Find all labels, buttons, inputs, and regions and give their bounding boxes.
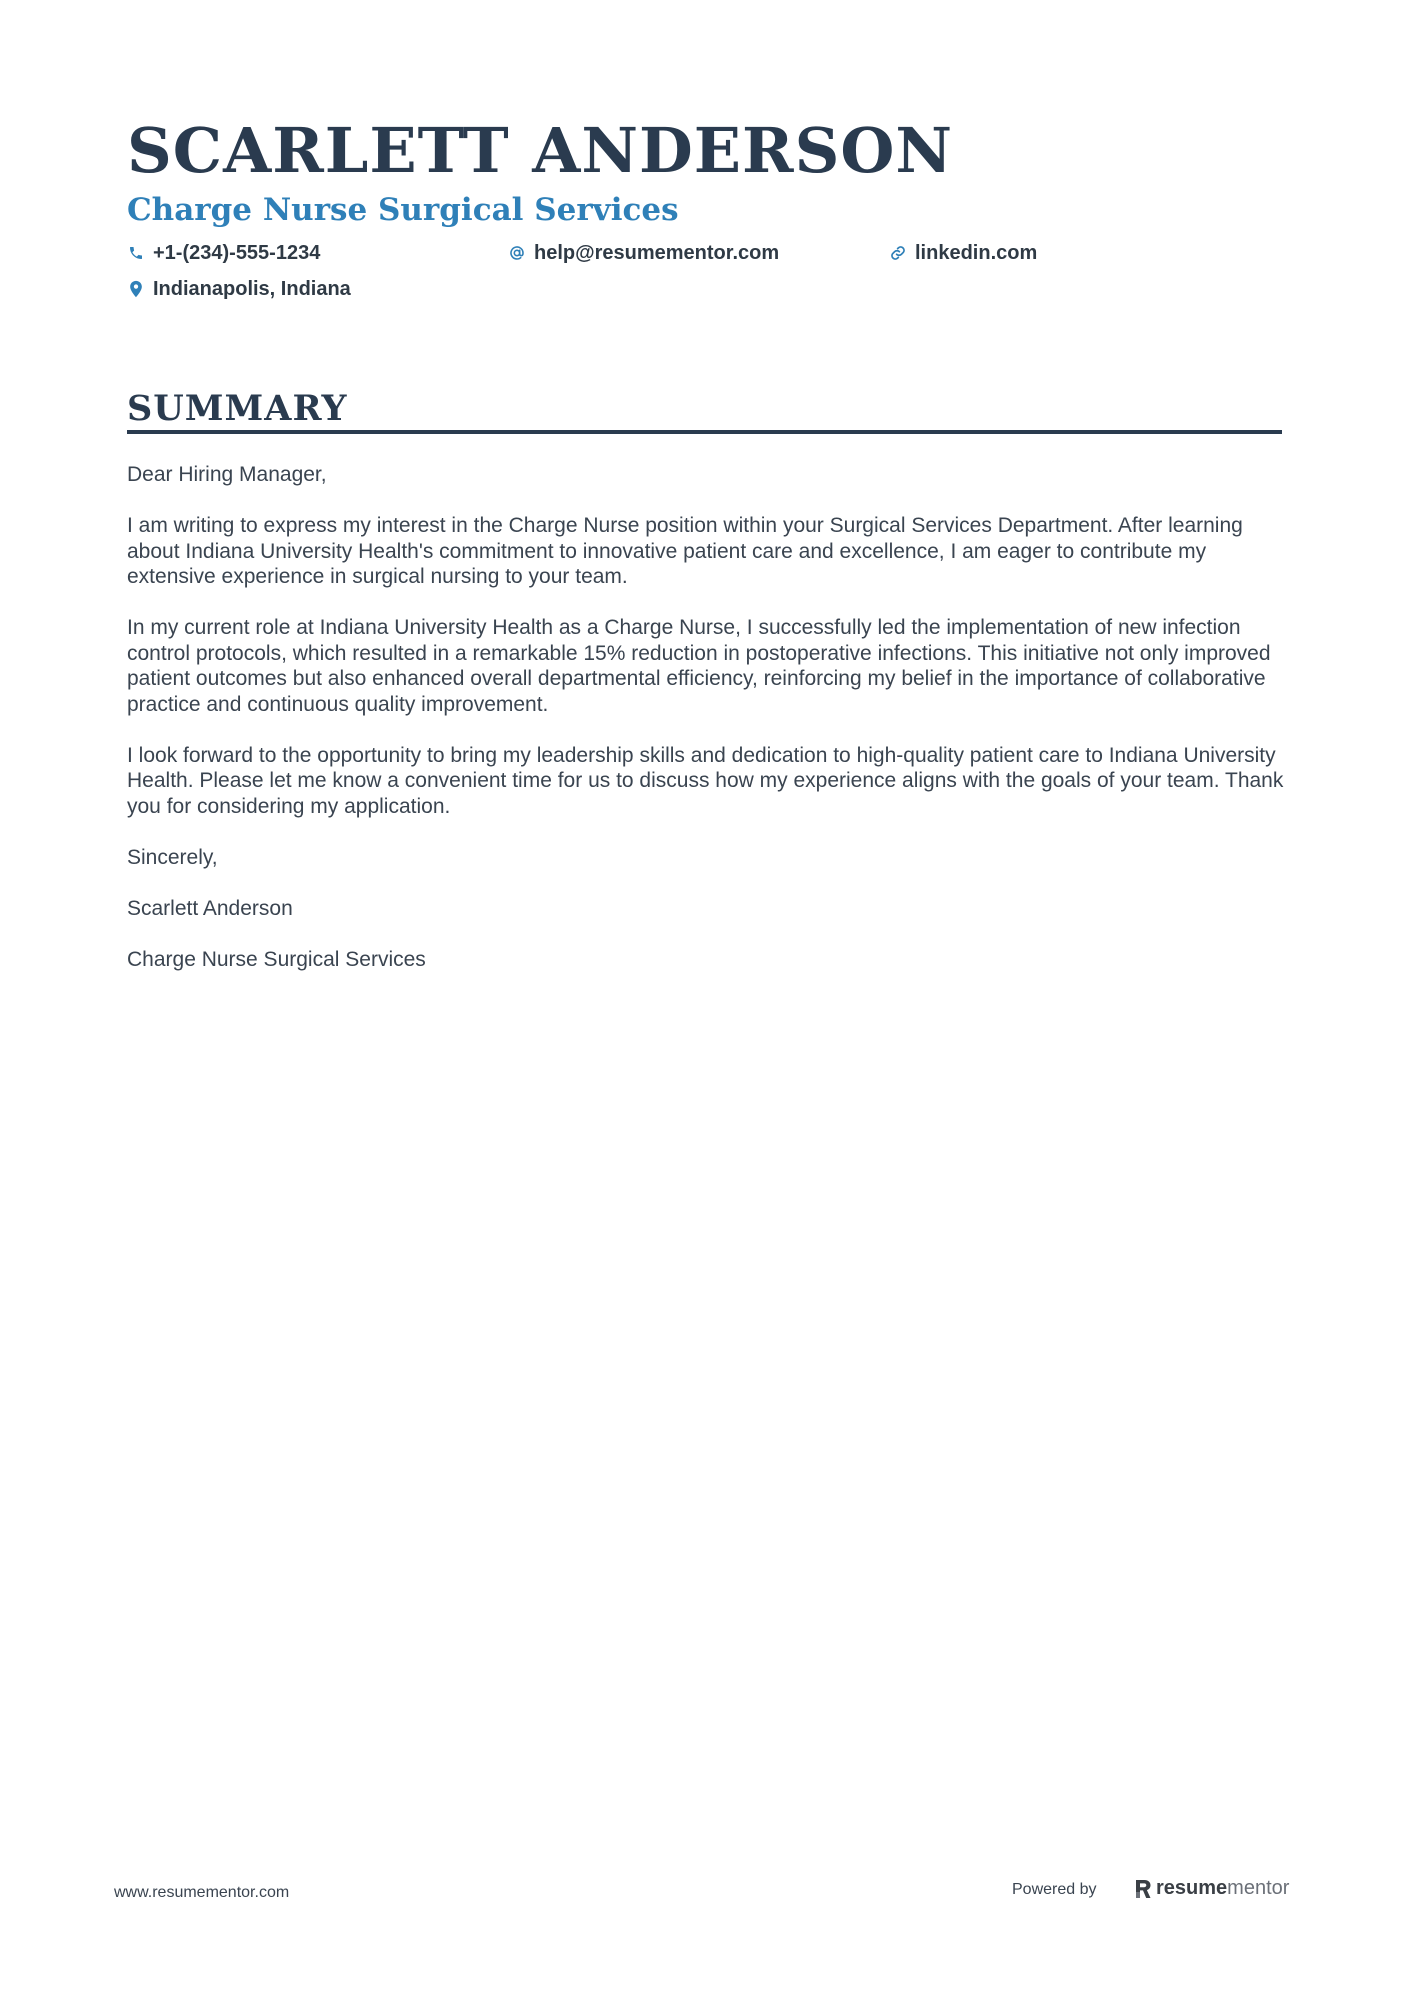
- link-icon: [889, 244, 907, 262]
- contact-link[interactable]: [889, 241, 1037, 265]
- link-text[interactable]: linkedin.com: [915, 241, 1038, 264]
- resumementor-logo-icon: [1134, 1878, 1152, 1900]
- phone-text: +1-(234)-555-1234: [153, 241, 321, 264]
- resumementor-logo[interactable]: [1134, 1877, 1289, 1900]
- contact-location: [127, 277, 351, 301]
- letter-salutation: Dear Hiring Manager,: [127, 463, 327, 486]
- letter-paragraph-closing: I look forward to the opportunity to bring my leadership skills and dedication to high-quality patient care to Indiana University Health. Please let me know a convenient time for us to discuss how my experience aligns with the goals of your team. Thank you for considering my application.: [127, 743, 1284, 818]
- brand-wordmark: [1156, 1877, 1289, 1900]
- powered-by-label: Powered by: [1012, 1881, 1097, 1898]
- letter-signature-title: Charge Nurse Surgical Services: [127, 947, 426, 971]
- letter-paragraph-experience: In my current role at Indiana University Health as a Charge Nurse, I successfully led the implementation of new infection control protocols, which resulted in a remarkable 15% reduction in postoperative infections. This initiative not only improved patient outcomes but also enhanced overall departmental efficiency, reinforcing my belief in the importance of collaborative practice and continuous quality improvement.: [127, 616, 1271, 716]
- at-icon: [508, 244, 526, 262]
- letter-body: [127, 462, 1287, 998]
- candidate-name: SCARLETT ANDERSON: [127, 114, 954, 187]
- brand-wordmark-light: mentor: [1227, 1877, 1290, 1899]
- map-pin-icon: [127, 280, 145, 298]
- brand-wordmark-bold: resume: [1156, 1877, 1228, 1899]
- phone-icon: [127, 244, 145, 262]
- section-heading-summary: SUMMARY: [127, 388, 348, 429]
- location-text: Indianapolis, Indiana: [153, 277, 351, 300]
- letter-signoff: Sincerely,: [127, 845, 218, 869]
- contact-phone: [127, 241, 320, 265]
- letter-signature-name: Scarlett Anderson: [127, 896, 293, 920]
- email-text[interactable]: help@resumementor.com: [534, 241, 780, 264]
- section-divider: [127, 430, 1282, 434]
- letter-paragraph-intro: I am writing to express my interest in the Charge Nurse position within your Surgical Services Department. After learning about Indiana University Health's commitment to innovative patient care and excellence, I am eager to contribute my extensive experience in surgical nursing to your team.: [127, 514, 1243, 588]
- footer-url[interactable]: www.resumementor.com: [114, 1884, 290, 1901]
- contact-email[interactable]: [508, 241, 779, 265]
- job-title: Charge Nurse Surgical Services: [127, 192, 679, 228]
